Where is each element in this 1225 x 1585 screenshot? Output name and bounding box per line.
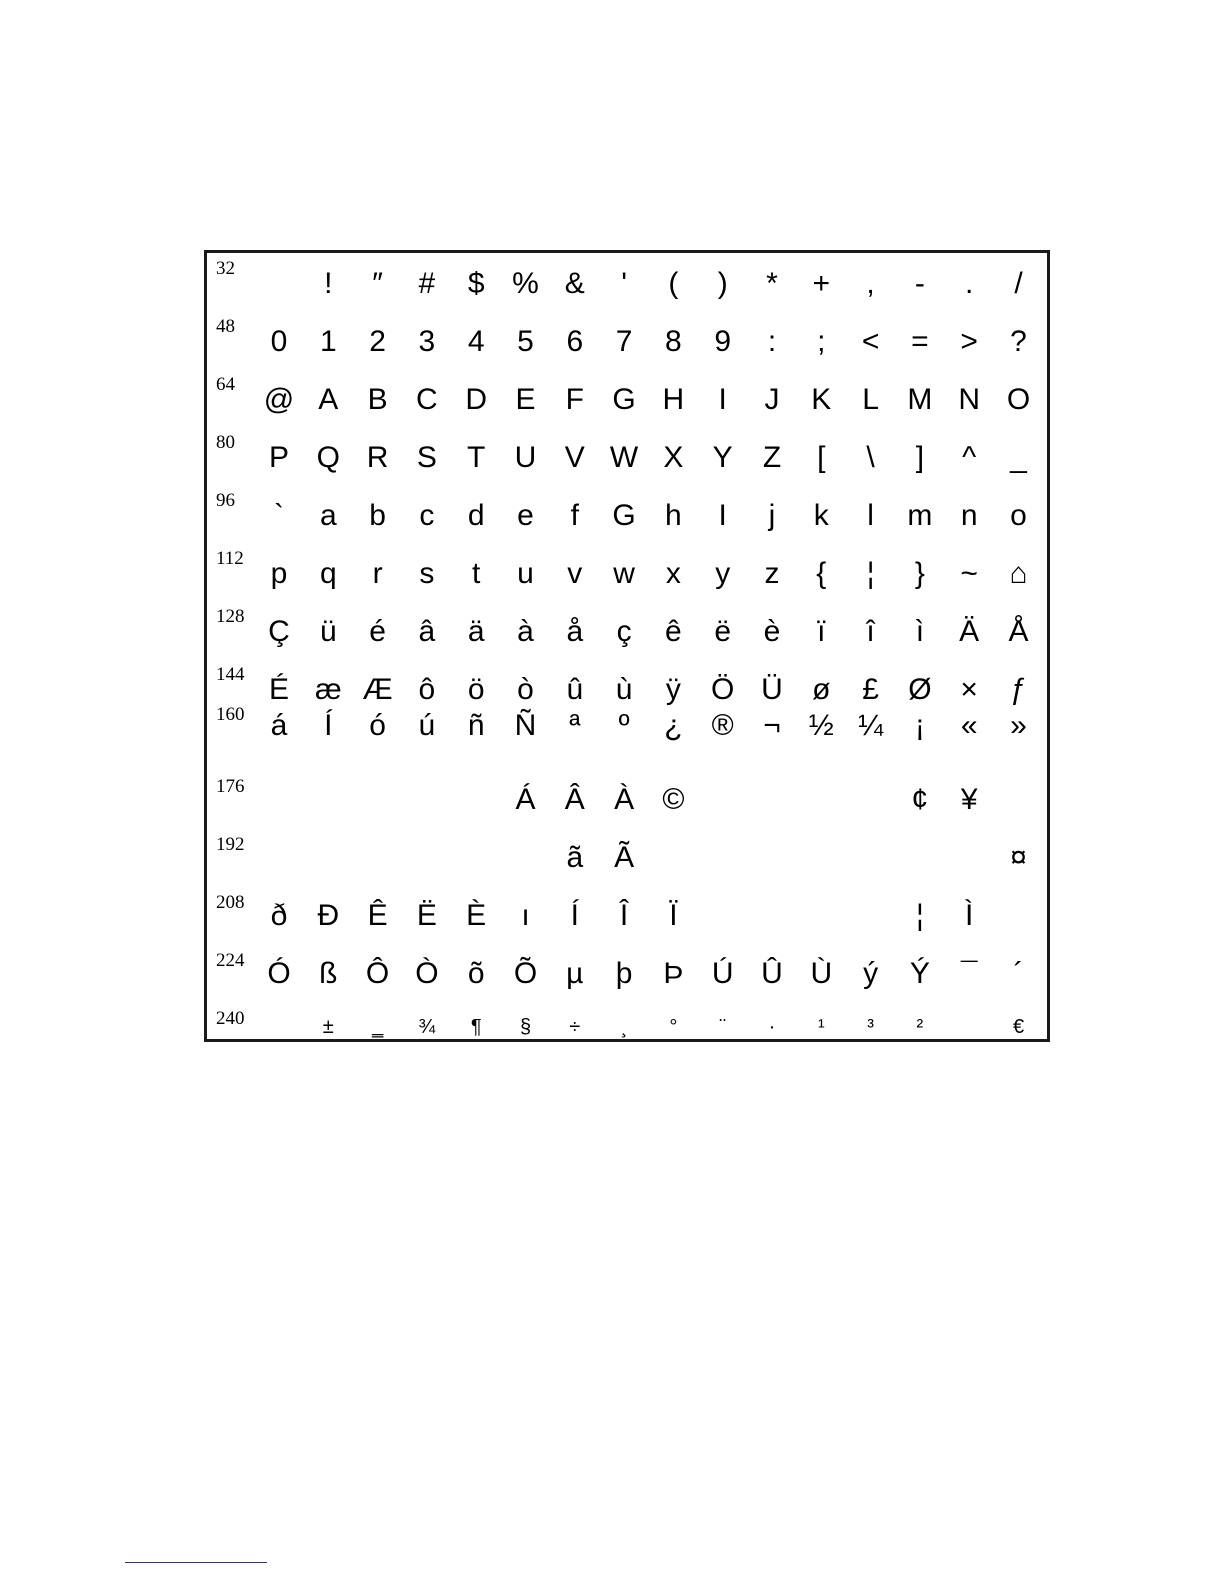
glyph-cell: ` (274, 499, 284, 532)
glyph-cell: ± (322, 1016, 334, 1038)
row-code-label: 176 (216, 776, 245, 797)
glyph-cell: ¸ (620, 1016, 628, 1038)
glyph-cell: Ç (268, 615, 290, 648)
glyph-cell: ½ (808, 709, 834, 742)
glyph-cell: A (318, 383, 339, 416)
glyph-cell: E (515, 383, 536, 416)
glyph-cell: « (960, 709, 978, 742)
character-set-table (204, 250, 1050, 1042)
glyph-cell: § (519, 1016, 532, 1038)
glyph-cell: ‗ (372, 1016, 384, 1038)
glyph-cell: R (366, 441, 389, 474)
glyph-cell: ¤ (1010, 841, 1027, 874)
glyph-cell: ® (711, 709, 734, 742)
glyph-cell: ª (569, 709, 581, 742)
row-code-label: 240 (216, 1008, 245, 1029)
glyph-cell: ı (521, 899, 530, 932)
glyph-cell: î (866, 615, 875, 648)
glyph-cell: + (812, 267, 831, 300)
glyph-cell: ³ (867, 1016, 874, 1038)
glyph-cell: Ý (909, 957, 930, 990)
glyph-cell: B (367, 383, 388, 416)
glyph-cell: - (914, 267, 925, 300)
glyph-cell: w (613, 557, 635, 590)
glyph-cell: / (1014, 267, 1023, 300)
glyph-cell: ç (616, 615, 632, 648)
glyph-cell: l (867, 499, 874, 532)
row-code-label: 160 (216, 704, 245, 725)
glyph-cell: > (960, 325, 978, 358)
glyph-cell: å (566, 615, 584, 648)
glyph-cell: ò (517, 673, 534, 706)
glyph-cell: Ù (810, 957, 833, 990)
glyph-cell: Í (570, 899, 579, 932)
glyph-cell: % (512, 267, 539, 300)
glyph-cell: ² (916, 1016, 924, 1038)
glyph-cell: â (418, 615, 436, 648)
glyph-cell: ¬ (763, 709, 781, 742)
row-code-label: 96 (216, 490, 235, 511)
glyph-cell: f (570, 499, 579, 532)
glyph-cell: Õ (513, 957, 538, 990)
glyph-cell: ¾ (418, 1016, 436, 1038)
footnote-separator (125, 1562, 267, 1563)
glyph-cell: G (612, 383, 636, 416)
glyph-cell: \ (866, 441, 875, 474)
glyph-cell: D (465, 383, 488, 416)
glyph-cell: » (1010, 709, 1027, 742)
row-code-label: 208 (216, 892, 245, 913)
glyph-cell: v (567, 557, 583, 590)
glyph-cell: S (416, 441, 437, 474)
glyph-cell: ) (717, 267, 728, 300)
glyph-cell: O (1006, 383, 1031, 416)
glyph-cell: X (663, 441, 684, 474)
glyph-cell: q (319, 557, 337, 590)
glyph-cell: û (566, 673, 584, 706)
glyph-cell: ~ (960, 557, 978, 590)
glyph-cell: Ò (415, 957, 439, 990)
glyph-cell: Í (324, 709, 333, 742)
glyph-cell: s (419, 557, 435, 590)
glyph-cell: ó (369, 709, 386, 742)
glyph-cell: I (718, 499, 727, 532)
glyph-cell: & (564, 267, 585, 300)
glyph-cell: o (1010, 499, 1027, 532)
glyph-cell: p (270, 557, 288, 590)
glyph-cell: r (372, 557, 383, 590)
glyph-cell: ¿ (664, 709, 683, 742)
glyph-cell: K (811, 383, 832, 416)
row-code-label: 224 (216, 950, 245, 971)
glyph-cell: ÷ (569, 1016, 581, 1038)
glyph-cell: Y (712, 441, 733, 474)
row-code-label: 144 (216, 664, 245, 685)
glyph-cell: ¹ (817, 1016, 825, 1038)
glyph-cell: $ (467, 267, 485, 300)
glyph-cell: æ (314, 673, 342, 706)
glyph-cell: _ (1010, 441, 1027, 474)
glyph-cell: Z (762, 441, 782, 474)
glyph-cell: € (1012, 1016, 1025, 1038)
glyph-cell: ø (812, 673, 831, 706)
glyph-cell: N (958, 383, 981, 416)
glyph-cell: [ (817, 441, 826, 474)
glyph-cell: á (270, 709, 288, 742)
glyph-cell: : (767, 325, 777, 358)
glyph-cell: à (517, 615, 534, 648)
glyph-cell: Å (1008, 615, 1029, 648)
glyph-cell: ´ (1013, 957, 1024, 990)
row-code-label: 32 (216, 258, 235, 279)
glyph-cell: ñ (467, 709, 485, 742)
glyph-cell: ã (566, 841, 584, 874)
glyph-cell: b (369, 499, 386, 532)
glyph-cell: ! (324, 267, 333, 300)
glyph-cell: ¨ (719, 1016, 727, 1038)
glyph-cell: Q (316, 441, 340, 474)
glyph-cell: ^ (962, 441, 977, 474)
glyph-cell: ö (467, 673, 485, 706)
glyph-cell: µ (566, 957, 584, 990)
glyph-cell: 9 (714, 325, 732, 358)
glyph-cell: ý (863, 957, 879, 990)
glyph-cell: J (764, 383, 780, 416)
glyph-cell: ¶ (470, 1016, 482, 1038)
glyph-cell: Ø (908, 673, 932, 706)
row-code-label: 80 (216, 432, 235, 453)
glyph-cell: = (911, 325, 929, 358)
glyph-cell: @ (263, 383, 295, 416)
glyph-cell: é (369, 615, 386, 648)
glyph-cell: ô (418, 673, 436, 706)
glyph-cell: ¥ (960, 783, 978, 816)
glyph-cell: C (416, 383, 438, 416)
glyph-cell: Ö (711, 673, 735, 706)
glyph-cell: F (565, 383, 584, 416)
glyph-cell: ( (668, 267, 679, 300)
glyph-cell: P (268, 441, 289, 474)
glyph-cell: Æ (362, 673, 393, 706)
glyph-cell: ¡ (914, 709, 925, 742)
glyph-cell: j (768, 499, 776, 532)
glyph-cell: ¯ (960, 957, 978, 990)
glyph-cell: z (764, 557, 780, 590)
glyph-cell: a (319, 499, 337, 532)
glyph-cell: H (662, 383, 685, 416)
glyph-cell: Â (564, 783, 585, 816)
glyph-cell: 0 (270, 325, 288, 358)
glyph-cell: ƒ (1010, 673, 1027, 706)
glyph-cell: # (418, 267, 436, 300)
glyph-cell: e (517, 499, 534, 532)
glyph-cell: Á (515, 783, 536, 816)
glyph-cell: Ï (669, 899, 678, 932)
glyph-cell: 6 (566, 325, 584, 358)
glyph-cell: ÿ (665, 673, 681, 706)
glyph-cell: y (715, 557, 731, 590)
glyph-cell: 2 (369, 325, 386, 358)
glyph-cell: © (662, 783, 685, 816)
glyph-cell: ' (621, 267, 627, 300)
glyph-cell: c (419, 499, 435, 532)
glyph-cell: , (866, 267, 875, 300)
glyph-cell: Ñ (514, 709, 537, 742)
glyph-cell: < (861, 325, 880, 358)
glyph-cell: m (907, 499, 933, 532)
glyph-cell: Î (619, 899, 629, 932)
glyph-cell: n (960, 499, 978, 532)
glyph-cell: . (965, 267, 974, 300)
glyph-cell: Ó (267, 957, 291, 990)
glyph-cell: Ð (317, 899, 340, 932)
glyph-cell: } (914, 557, 925, 590)
glyph-cell: k (813, 499, 829, 532)
glyph-cell: º (618, 709, 630, 742)
glyph-cell: É (268, 673, 289, 706)
glyph-cell: V (564, 441, 585, 474)
row-code-label: 64 (216, 374, 235, 395)
glyph-cell: ″ (372, 267, 383, 300)
glyph-cell: ï (817, 615, 826, 648)
glyph-cell: 4 (467, 325, 485, 358)
glyph-cell: õ (467, 957, 485, 990)
glyph-cell: ? (1010, 325, 1027, 358)
glyph-cell: ú (418, 709, 436, 742)
row-code-label: 48 (216, 316, 235, 337)
glyph-cell: M (907, 383, 933, 416)
glyph-cell: È (466, 899, 487, 932)
row-code-label: 192 (216, 834, 245, 855)
glyph-cell: I (718, 383, 727, 416)
glyph-cell: ê (665, 615, 682, 648)
glyph-cell: T (467, 441, 486, 474)
glyph-cell: 7 (615, 325, 633, 358)
glyph-cell: ä (467, 615, 485, 648)
glyph-cell: Û (761, 957, 783, 990)
glyph-cell: ù (615, 673, 633, 706)
glyph-cell: ⌂ (1009, 557, 1028, 590)
glyph-cell: ß (319, 957, 338, 990)
glyph-cell: U (514, 441, 537, 474)
glyph-cell: Ä (959, 615, 980, 648)
glyph-cell: G (612, 499, 636, 532)
glyph-cell: × (960, 673, 978, 706)
glyph-cell: Ë (416, 899, 437, 932)
glyph-cell: Ü (761, 673, 783, 706)
glyph-cell: * (766, 267, 778, 300)
glyph-cell: u (517, 557, 534, 590)
glyph-cell: è (763, 615, 781, 648)
glyph-cell: x (665, 557, 681, 590)
glyph-cell: À (614, 783, 635, 816)
glyph-cell: ð (270, 899, 288, 932)
glyph-cell: Ã (614, 841, 635, 874)
glyph-cell: L (862, 383, 879, 416)
glyph-cell: ¦ (915, 899, 924, 932)
row-code-label: 128 (216, 606, 245, 627)
glyph-cell: ë (714, 615, 732, 648)
glyph-cell: £ (862, 673, 879, 706)
glyph-cell (255, 1017, 303, 1037)
glyph-cell: þ (615, 957, 633, 990)
glyph-cell: 5 (517, 325, 534, 358)
glyph-cell: ; (817, 325, 826, 358)
glyph-cell: 8 (665, 325, 682, 358)
glyph-cell: { (816, 557, 827, 590)
glyph-cell: 1 (319, 325, 337, 358)
glyph-cell: d (467, 499, 485, 532)
glyph-cell: ¦ (866, 557, 875, 590)
glyph-cell: Þ (663, 957, 684, 990)
glyph-cell: W (609, 441, 639, 474)
glyph-cell: t (472, 557, 481, 590)
glyph-cell: ì (915, 615, 925, 648)
glyph-cell: ° (669, 1016, 678, 1038)
glyph-cell: · (768, 1016, 776, 1038)
glyph-cell: Ì (965, 899, 974, 932)
glyph-cell: Ô (365, 957, 390, 990)
glyph-cell: Ú (711, 957, 734, 990)
glyph-cell: ü (319, 615, 337, 648)
row-code-label: 112 (216, 548, 244, 569)
glyph-cell: ] (915, 441, 925, 474)
glyph-cell: h (665, 499, 682, 532)
glyph-cell: ¼ (858, 709, 884, 742)
glyph-cell: ¢ (911, 783, 929, 816)
glyph-cell: Ê (367, 899, 388, 932)
glyph-cell: 3 (418, 325, 436, 358)
